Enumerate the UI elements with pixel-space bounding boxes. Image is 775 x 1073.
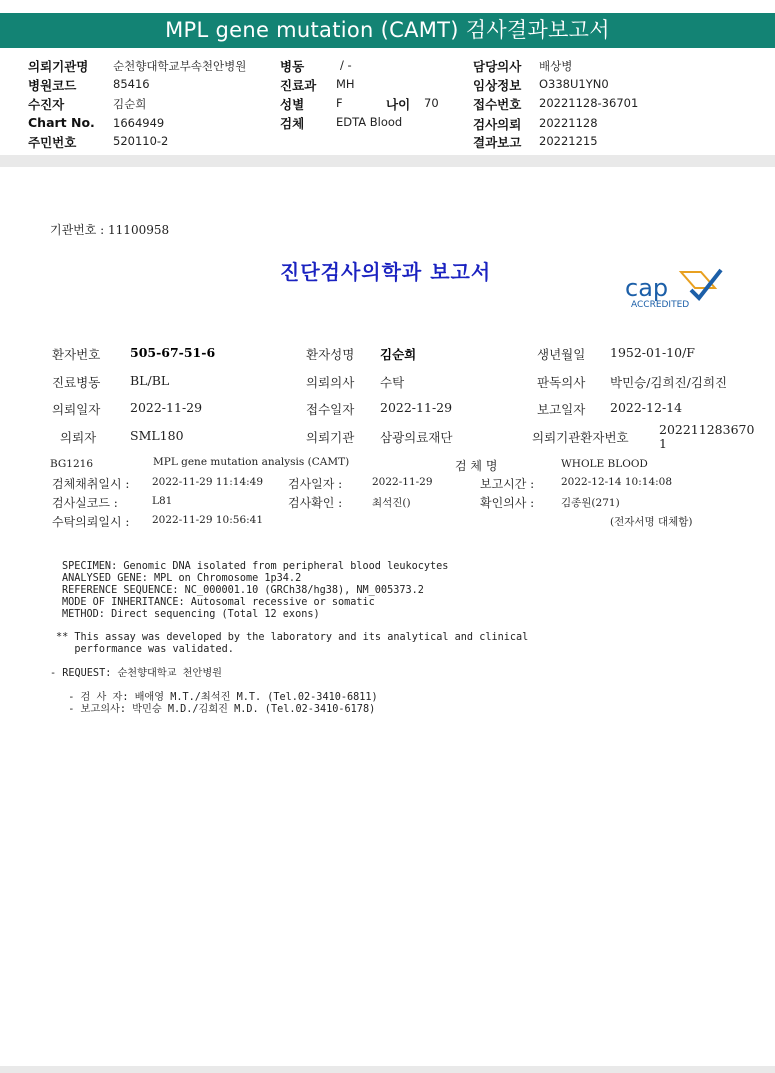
- field-label: 검사실코드 :: [52, 496, 118, 510]
- field-value: 202211283670: [659, 422, 755, 437]
- header-label: 수진자: [28, 97, 65, 112]
- field-value: 최석진(): [372, 497, 411, 509]
- header-value: 1664949: [113, 116, 165, 130]
- field-value: 수탁: [380, 375, 405, 390]
- age-value: 70: [424, 96, 439, 110]
- header-label: Chart No.: [28, 115, 95, 130]
- request-line: - REQUEST: 순천향대학교 천안병원: [50, 668, 223, 679]
- header-value: / -: [340, 58, 352, 72]
- field-label: 생년월일: [537, 347, 586, 362]
- header-label: 검체: [280, 116, 305, 131]
- header-value: 85416: [113, 77, 150, 91]
- header-label: 병동: [280, 59, 305, 74]
- field-value: BL/BL: [130, 373, 170, 388]
- field-value: 2022-11-29 11:14:49: [152, 476, 264, 488]
- report-title: MPL gene mutation (CAMT) 검사결과보고서: [165, 18, 610, 42]
- header-label: 병원코드: [28, 78, 77, 93]
- field-label: 접수일자: [306, 402, 355, 417]
- field-label: 확인의사 :: [480, 496, 535, 510]
- header-value: 배상병: [539, 59, 573, 73]
- field-value: 1: [659, 436, 667, 451]
- field-value: 2022-11-29: [372, 476, 433, 488]
- field-value: 2022-12-14: [610, 400, 683, 415]
- header-label: 담당의사: [473, 59, 522, 74]
- report-title-bar: [0, 13, 775, 48]
- patient-name: 김순희: [380, 347, 417, 362]
- cap-logo-text: cap: [625, 274, 669, 302]
- header-value: MH: [336, 77, 355, 91]
- field-label: 보고시간 :: [480, 477, 535, 491]
- field-value: SML180: [130, 428, 184, 443]
- electronic-signature-note: (전자서명 대체함): [610, 516, 693, 528]
- field-label: 진료병동: [52, 375, 101, 390]
- header-label: 결과보고: [473, 135, 522, 150]
- field-label: 의뢰기관환자번호: [532, 430, 629, 445]
- header-label: 주민번호: [28, 135, 77, 150]
- field-label: 환자번호: [52, 347, 101, 362]
- header-value: 김순희: [113, 97, 147, 111]
- footer-separator: [0, 1066, 775, 1073]
- cap-accredited-logo: [625, 266, 725, 314]
- field-label: 환자성명: [306, 347, 355, 362]
- field-label: 의뢰자: [60, 430, 97, 445]
- field-label: 검사확인 :: [288, 496, 343, 510]
- header-value: O338U1YN0: [539, 77, 609, 91]
- header-value: 20221128-36701: [539, 96, 639, 110]
- field-value: 1952-01-10/F: [610, 345, 695, 360]
- header-label: 진료과: [280, 78, 317, 93]
- field-value: 박민승/김희진/김희진: [610, 375, 728, 390]
- field-label: 수탁의뢰일시 :: [52, 515, 130, 529]
- header-value: 순천향대학교부속천안병원: [113, 59, 247, 73]
- test-name: MPL gene mutation analysis (CAMT): [153, 456, 350, 468]
- cap-check-icon: [691, 270, 721, 298]
- header-value: 520110-2: [113, 134, 169, 148]
- field-value: 삼광의료재단: [380, 430, 453, 445]
- field-label: 의뢰기관: [306, 430, 355, 445]
- field-label: 의뢰일자: [52, 402, 101, 417]
- field-label: 검사일자 :: [288, 477, 343, 491]
- field-value: 2022-11-29: [380, 400, 453, 415]
- field-value: 2022-11-29 10:56:41: [152, 514, 264, 526]
- field-label: 보고일자: [537, 402, 586, 417]
- header-label: 성별: [280, 97, 305, 112]
- patient-number: 505-67-51-6: [130, 345, 216, 360]
- header-value: EDTA Blood: [336, 115, 403, 129]
- field-value: 2022-11-29: [130, 400, 203, 415]
- specimen-label: 검 체 명: [455, 459, 498, 473]
- specimen-value: WHOLE BLOOD: [561, 458, 648, 470]
- age-label: 나이: [386, 97, 411, 112]
- header-label: 임상정보: [473, 78, 522, 93]
- specimen-details: SPECIMEN: Genomic DNA isolated from peripheral blood leukocytes ANALYSED GENE: MPL on Chromosome 1p34.2 REFERENCE SEQUENCE: NC_000001.10 (GRCh38/hg38), NM_005373.2 MODE OF INHERITANCE: Autosomal recessive or somatic METHOD: Direct sequencing (Total 12 exons): [62, 561, 449, 620]
- test-code: BG1216: [50, 458, 94, 470]
- header-separator: [0, 155, 775, 167]
- header-value: F: [336, 96, 343, 110]
- field-value: L81: [152, 495, 173, 507]
- lab-report-title: 진단검사의학과 보고서: [280, 260, 492, 284]
- field-value: 김종원(271): [561, 497, 620, 509]
- institution-number: 기관번호 : 11100958: [50, 223, 170, 237]
- header-value: 20221215: [539, 134, 598, 148]
- header-label: 접수번호: [473, 97, 522, 112]
- field-label: 의뢰의사: [306, 375, 355, 390]
- assay-note: ** This assay was developed by the laboratory and its analytical and clinical performance was validated.: [56, 632, 529, 655]
- header-label: 의뢰기관명: [28, 59, 89, 74]
- field-label: 판독의사: [537, 375, 586, 390]
- header-value: 20221128: [539, 116, 598, 130]
- staff-contacts: - 검 사 자: 배애영 M.T./최석진 M.T. (Tel.02-3410-6811) - 보고의사: 박민승 M.D./김희진 M.D. (Tel.02-3410-6178): [68, 692, 378, 715]
- field-label: 검체채취일시 :: [52, 477, 130, 491]
- field-value: 2022-12-14 10:14:08: [561, 476, 673, 488]
- cap-logo-subtext: ACCREDITED: [631, 300, 690, 310]
- header-label: 검사의뢰: [473, 117, 522, 132]
